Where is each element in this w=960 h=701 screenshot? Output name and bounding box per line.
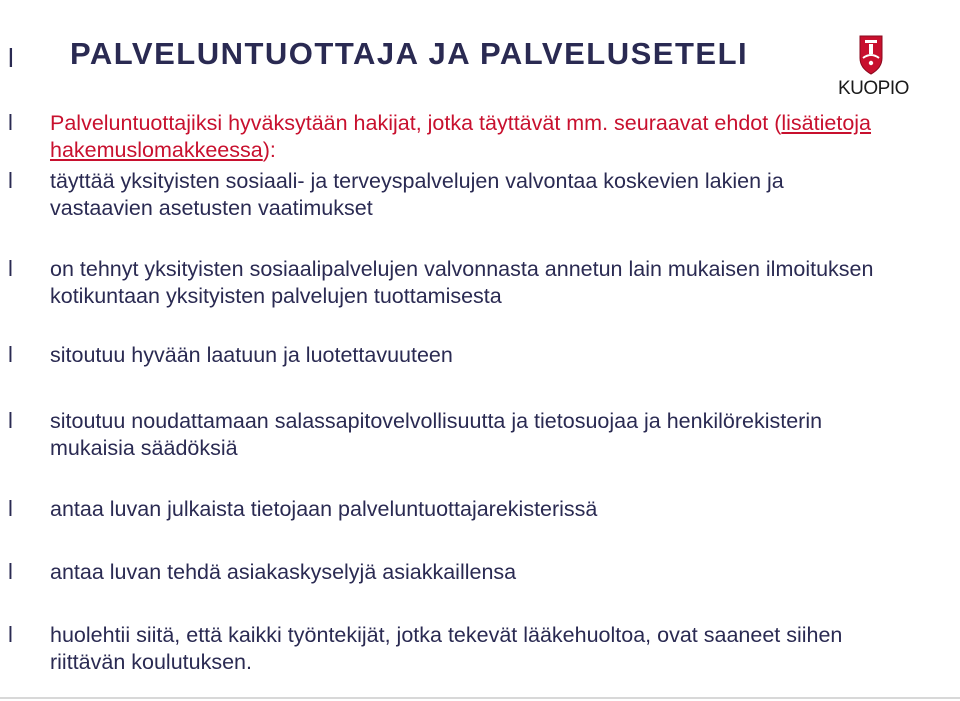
list-item-text: antaa luvan tehdä asiakaskyselyjä asiakkaillensa — [50, 560, 517, 584]
bullet-marker: l — [8, 256, 13, 281]
list-item-text: huolehtii siitä, että kaikki työntekijät, jotka tekevät lääkehuoltoa, ovat saaneet siihen riittävän koulutuksen. — [50, 623, 843, 674]
city-coat-of-arms-icon — [836, 34, 926, 78]
title-bullet: l — [8, 43, 14, 73]
kuopio-logo — [836, 34, 926, 102]
intro-text-before: Palveluntuottajiksi hyväksytään hakijat, jotka täyttävät mm. seuraavat ehdot ( — [50, 111, 782, 135]
bullet-marker: l — [8, 408, 13, 433]
list-item-text: täyttää yksityisten sosiaali- ja terveyspalvelujen valvontaa koskevien lakien ja vastaavien asetusten vaatimukset — [50, 169, 784, 220]
bullet-marker: l — [8, 496, 13, 521]
bullet-marker: l — [8, 622, 13, 647]
bullet-marker: l — [8, 342, 13, 367]
intro-text — [50, 110, 890, 163]
page-title: PALVELUNTUOTTAJA JA PALVELUSETELI — [70, 36, 749, 71]
bullet-marker: l — [8, 168, 13, 193]
application-form-link[interactable]: lisätietoja hakemuslomakkeessa — [50, 111, 872, 162]
bullet-marker: l — [8, 559, 13, 584]
bullet-marker: l — [8, 110, 13, 135]
list-item-text: on tehnyt yksityisten sosiaalipalvelujen valvonnasta annetun lain mukaisen ilmoituksen kotikuntaan yksityisten palvelujen tuottamisesta — [50, 257, 874, 308]
list-item-text: sitoutuu hyvään laatuun ja luotettavuuteen — [50, 343, 453, 367]
bottom-divider — [0, 697, 960, 699]
list-item-text: sitoutuu noudattamaan salassapitovelvollisuutta ja tietosuojaa ja henkilörekisterin mukaisia säädöksiä — [50, 409, 823, 460]
logo-text: KUOPIO — [838, 78, 909, 99]
intro-text-after: ): — [262, 137, 276, 162]
list-item-text: antaa luvan julkaista tietojaan palveluntuottajarekisterissä — [50, 497, 598, 521]
